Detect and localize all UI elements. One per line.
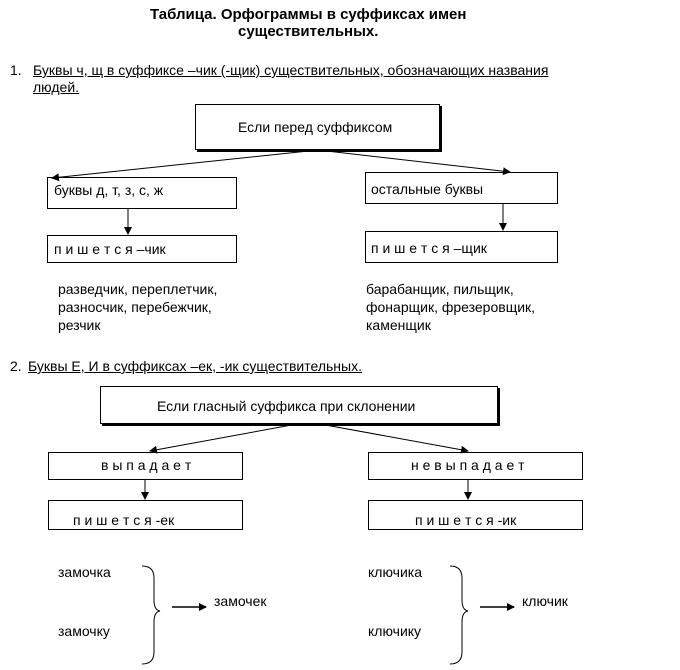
- section1-heading-line-1: Буквы ч, щ в суффиксе –чик (-щик) существительных, обозначающих названия: [33, 62, 549, 78]
- arrow-root-to-right: [318, 150, 510, 172]
- section2-left-form-2: замочку: [58, 623, 110, 639]
- section1-heading-line-2: людей.: [33, 79, 80, 95]
- section2-right-result: ключик: [522, 593, 568, 609]
- title-line-1: Таблица. Орфограммы в суффиксах имен: [150, 6, 467, 23]
- section1-number: 1.: [10, 62, 22, 78]
- title-line-2: существительных.: [238, 23, 379, 40]
- example-line: резчик: [58, 317, 101, 333]
- section2-right-form-1: ключика: [368, 564, 422, 580]
- right-brace: [450, 566, 468, 664]
- example-line: разведчик, переплетчик,: [58, 281, 218, 297]
- section2-left-rule: п и ш е т с я -ек: [73, 512, 175, 528]
- section2-heading: Буквы Е, И в суффиксах –ек, -ик существительных.: [28, 358, 362, 374]
- left-brace: [142, 566, 160, 664]
- arrow-root2-to-left: [150, 424, 297, 451]
- section1-right-rule: п и ш е т с я –щик: [371, 240, 487, 256]
- section2-left-result: замочек: [214, 593, 267, 609]
- section2-left-condition: в ы п а д а е т: [101, 457, 192, 473]
- section1-left-condition: буквы д, т, з, с, ж: [54, 182, 164, 198]
- section2-right-form-2: ключику: [368, 623, 422, 639]
- section1-root-text: Если перед суффиксом: [238, 119, 393, 135]
- example-line: разносчик, перебежчик,: [58, 299, 212, 315]
- section2-number: 2.: [10, 358, 22, 374]
- section1-right-condition: остальные буквы: [371, 181, 484, 197]
- section2-root-text: Если гласный суффикса при склонении: [157, 398, 416, 414]
- example-line: фонарщик, фрезеровщик,: [366, 299, 536, 315]
- example-line: каменщик: [366, 317, 431, 333]
- section1-left-rule: п и ш е т с я –чик: [54, 241, 166, 257]
- section2-left-form-1: замочка: [58, 564, 111, 580]
- arrow-root-to-left: [52, 150, 318, 178]
- section2-right-condition: н е в ы п а д а е т: [411, 457, 525, 473]
- arrow-root2-to-right: [320, 424, 468, 451]
- example-line: барабанщик, пильщик,: [366, 281, 514, 297]
- section2-right-rule: п и ш е т с я -ик: [415, 512, 517, 528]
